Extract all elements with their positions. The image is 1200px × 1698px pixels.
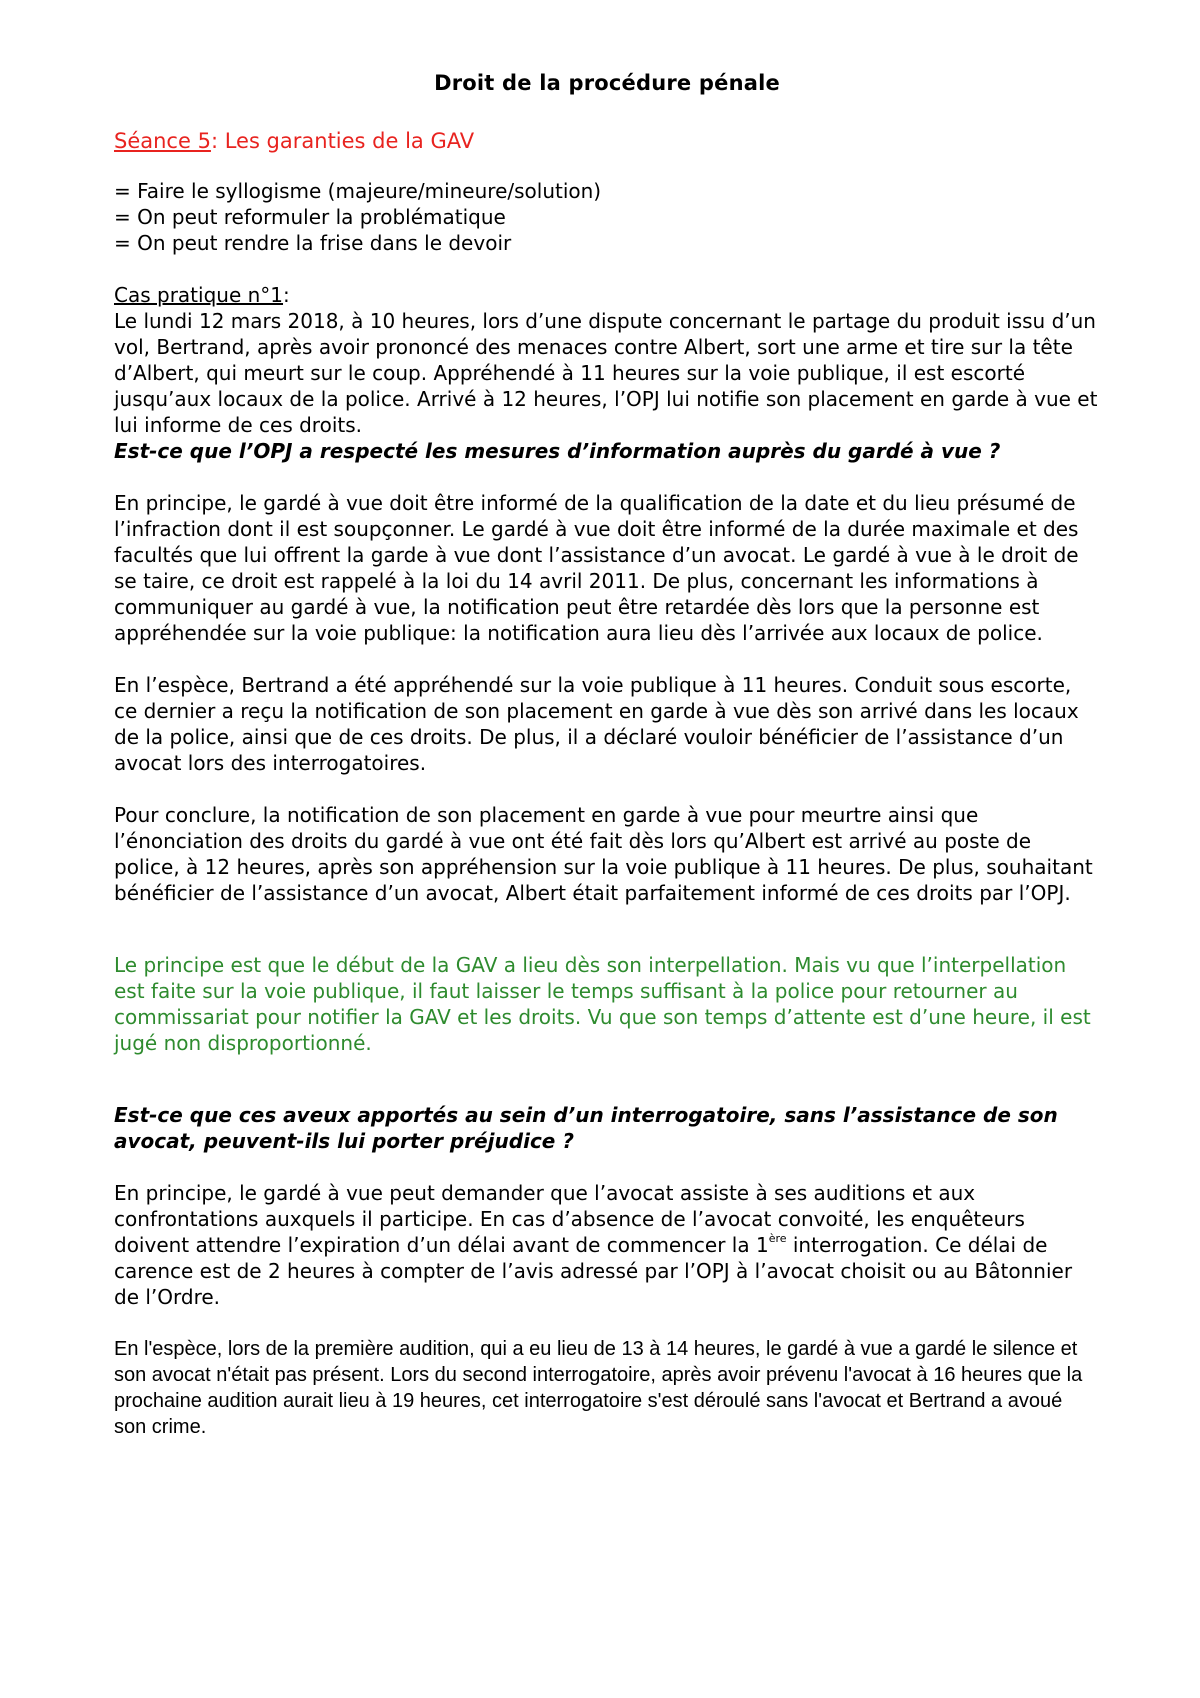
question-1: Est-ce que l’OPJ a respecté les mesures d’information auprès du gardé à vue ?	[114, 439, 1001, 463]
case-label: Cas pratique n°1	[114, 283, 284, 307]
principle-paragraph-2: En principe, le gardé à vue peut demander que l’avocat assiste à ses auditions et aux confrontations auxquels il participe. En cas d’absence de l’avocat convoité, les enquêteurs doivent attendre l’expiration d’un délai avant de commencer la 1ère interrogation. Ce délai de carence est de 2 heures à compter de l’avis adressé par l’OPJ à l’avocat choisit ou au Bâtonnier de l’Ordre.	[114, 1181, 1073, 1309]
session-title: : Les garanties de la GAV	[210, 129, 475, 153]
session-heading	[114, 128, 1100, 154]
note-line: = Faire le syllogisme (majeure/mineure/solution)	[114, 179, 602, 203]
note-line: = On peut rendre la frise dans le devoir	[114, 231, 512, 255]
case-statement: Le lundi 12 mars 2018, à 10 heures, lors d’une dispute concernant le partage du produit issu d’un vol, Bertrand, après avoir prononcé des menaces contre Albert, sort une arme et tire sur la tête d’Albert, qui meurt sur le coup. Appréhendé à 11 heures sur la voie publique, il est escorté jusqu’aux locaux de la police. Arrivé à 12 heures, l’OPJ lui notifie son placement en garde à vue et lui informe de ces droits.	[114, 309, 1098, 437]
question-2: Est-ce que ces aveux apportés au sein d’un interrogatoire, sans l’assistance de son avocat, peuvent-ils lui porter préjudice ?	[114, 1103, 1058, 1153]
facts-paragraph-2: En l'espèce, lors de la première audition, qui a eu lieu de 13 à 14 heures, le gardé à vue a gardé le silence et son avocat n'était pas présent. Lors du second interrogatoire, après avoir prévenu l'avocat à 16 heures que la prochaine audition aurait lieu à 19 heures, cet interrogatoire s'est déroulé sans l'avocat et Bertrand a avoué son crime.	[114, 1338, 1083, 1438]
case-heading: Cas pratique n°1:	[114, 283, 290, 307]
note-line: = On peut reformuler la problématique	[114, 205, 506, 229]
document-title: Droit de la procédure pénale	[434, 71, 780, 95]
conclusion-paragraph: Pour conclure, la notification de son placement en garde à vue pour meurtre ainsi que l’énonciation des droits du gardé à vue ont été fait dès lors qu’Albert est arrivé au poste de police, à 12 heures, après son appréhension sur la voie publique à 11 heures. De plus, souhaitant bénéficier de l’assistance d’un avocat, Albert était parfaitement informé de ces droits par l’OPJ.	[114, 803, 1093, 905]
session-label: Séance 5	[114, 129, 211, 153]
method-notes	[114, 178, 1100, 256]
facts-paragraph: En l’espèce, Bertrand a été appréhendé sur la voie publique à 11 heures. Conduit sous escorte, ce dernier a reçu la notification de son placement en garde à vue dès son arrivé dans les locaux de la police, ainsi que de ces droits. De plus, il a déclaré vouloir bénéficier de l’assistance d’un avocat lors des interrogatoires.	[114, 673, 1079, 775]
correction-note: Le principe est que le début de la GAV a lieu dès son interpellation. Mais vu que l’interpellation est faite sur la voie publique, il faut laisser le temps suffisant à la police pour retourner au commissariat pour notifier la GAV et les droits. Vu que son temps d’attente est d’une heure, il est jugé non disproportionné.	[114, 953, 1091, 1055]
principle-paragraph: En principe, le gardé à vue doit être informé de la qualification de la date et du lieu présumé de l’infraction dont il est soupçonner. Le gardé à vue doit être informé de la durée maximale et des facultés que lui offrent la garde à vue dont l’assistance d’un avocat. Le gardé à vue à le droit de se taire, ce droit est rappelé à la loi du 14 avril 2011. De plus, concernant les informations à communiquer au gardé à vue, la notification peut être retardée dès lors que la personne est appréhendée sur la voie publique: la notification aura lieu dès l’arrivée aux locaux de police.	[114, 491, 1079, 645]
